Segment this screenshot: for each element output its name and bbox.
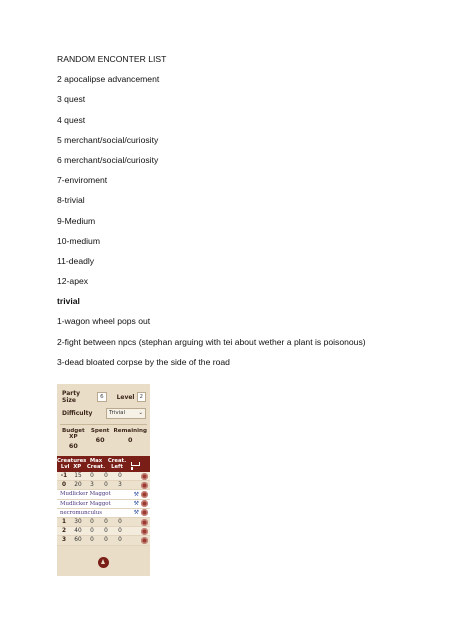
monster-row[interactable]: [57, 509, 150, 518]
row-left: 0: [104, 528, 108, 535]
doc-title: RANDOM ENCONTER LIST: [57, 54, 167, 64]
table-row: [57, 518, 150, 527]
doc-line: 5 merchant/social/curiosity: [57, 134, 159, 145]
header-creat-left-1: Creat.: [107, 458, 127, 464]
remove-icon[interactable]: [141, 491, 148, 498]
doc-line: 9-Medium: [57, 215, 96, 226]
row-lvl: 2: [61, 528, 67, 535]
row-lvl: -1: [60, 473, 68, 480]
monster-name[interactable]: Mudlicker Maggot: [60, 500, 111, 507]
divider: [60, 424, 147, 425]
difficulty-label: Difficulty: [62, 410, 93, 417]
doc-line: 3-dead bloated corpse by the side of the road: [57, 356, 230, 367]
header-creat: Creat.: [86, 464, 106, 470]
monster-name[interactable]: necromunculus: [60, 509, 103, 516]
table-row: [57, 481, 150, 490]
logo-icon: [98, 557, 109, 568]
spent-label: Spent: [90, 428, 110, 434]
wrench-icon[interactable]: ⚒: [133, 509, 139, 517]
row-extra: 0: [118, 519, 122, 526]
remove-icon[interactable]: [141, 482, 148, 489]
table-row: [57, 472, 150, 481]
doc-line: 2 apocalipse advancement: [57, 74, 160, 85]
remaining-value: 0: [128, 436, 133, 444]
table-row: [57, 527, 150, 536]
cart-icon[interactable]: [130, 461, 139, 468]
budget-value: 60: [68, 442, 78, 450]
remove-icon[interactable]: [141, 500, 148, 507]
row-xp: 40: [74, 528, 82, 535]
doc-line: 1-wagon wheel pops out: [57, 316, 151, 327]
row-left: 0: [104, 537, 108, 544]
remove-icon[interactable]: [141, 537, 148, 544]
chevron-down-icon: ⌄: [138, 410, 143, 416]
header-creatures: Creatures: [57, 458, 87, 464]
row-max: 0: [90, 537, 94, 544]
header-max: Max: [89, 458, 103, 464]
header-lvl: Lvl: [60, 464, 70, 470]
difficulty-value: Trivial: [109, 410, 126, 416]
remove-icon[interactable]: [141, 528, 148, 535]
level-label: Level: [116, 393, 135, 401]
doc-line: 2-fight between npcs (stephan arguing with tei about wether a plant is poisonous): [57, 336, 366, 347]
row-xp: 15: [74, 473, 82, 480]
row-max: 0: [90, 528, 94, 535]
budget-label: Budget XP: [62, 428, 85, 440]
row-lvl: 1: [61, 519, 67, 526]
encounter-builder-panel: [57, 384, 150, 576]
header-creat-left-2: Left: [111, 464, 123, 470]
party-size-input[interactable]: 6: [97, 392, 107, 402]
table-row: [57, 536, 150, 545]
doc-line: 4 quest: [57, 114, 86, 125]
doc-line: 8-trivial: [57, 195, 85, 206]
party-size-label: Party Size: [62, 390, 81, 404]
row-xp: 60: [74, 537, 82, 544]
creature-table: [57, 472, 150, 546]
row-max: 3: [90, 482, 94, 489]
row-xp: 30: [74, 519, 82, 526]
remaining-label: Remaining: [113, 428, 148, 434]
row-left: 0: [104, 473, 108, 480]
wrench-icon[interactable]: ⚒: [133, 490, 139, 498]
remove-icon[interactable]: [141, 473, 148, 480]
creature-table-header: [57, 456, 150, 472]
row-xp: 20: [74, 482, 82, 489]
row-extra: 0: [118, 473, 122, 480]
wrench-icon[interactable]: ⚒: [133, 500, 139, 508]
doc-line: 10-medium: [57, 235, 100, 246]
row-extra: 0: [118, 528, 122, 535]
row-max: 0: [90, 473, 94, 480]
row-extra: 0: [118, 537, 122, 544]
doc-line: 7-enviroment: [57, 175, 108, 186]
row-lvl: 3: [61, 537, 67, 544]
row-max: 0: [90, 519, 94, 526]
row-left: 0: [104, 482, 108, 489]
doc-line: 3 quest: [57, 94, 86, 105]
doc-line: 12-apex: [57, 276, 89, 287]
doc-line: 6 merchant/social/curiosity: [57, 154, 159, 165]
row-extra: 3: [118, 482, 122, 489]
difficulty-select[interactable]: [106, 408, 146, 419]
section-heading-trivial: trivial: [57, 296, 80, 307]
monster-name[interactable]: Mudlicker Maggot: [60, 491, 111, 498]
remove-icon[interactable]: [141, 519, 148, 526]
row-lvl: 0: [61, 482, 67, 489]
monster-row[interactable]: [57, 500, 150, 509]
row-left: 0: [104, 519, 108, 526]
level-input[interactable]: 2: [137, 392, 147, 402]
header-xp: XP: [73, 464, 82, 470]
spent-value: 60: [95, 436, 105, 444]
document-body: [57, 54, 457, 377]
remove-icon[interactable]: [141, 509, 148, 516]
doc-line: 11-deadly: [57, 255, 95, 266]
monster-row[interactable]: [57, 490, 150, 499]
